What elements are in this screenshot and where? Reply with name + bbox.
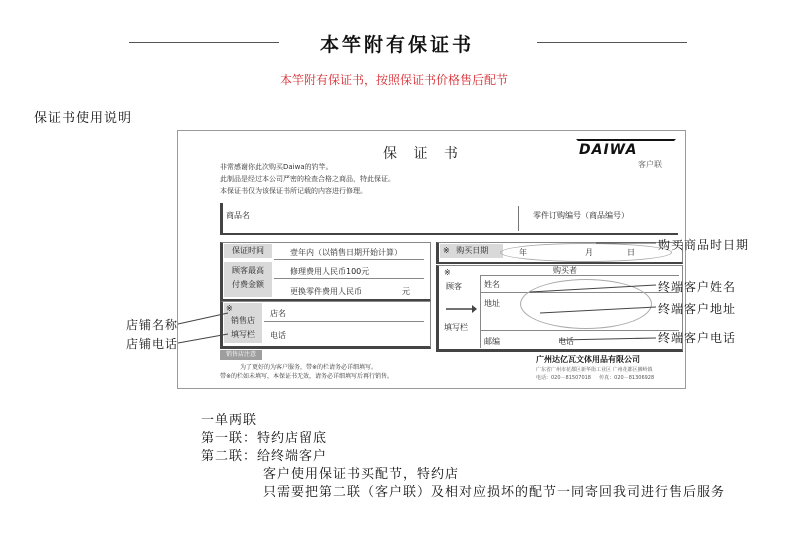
month-label: 月 [585, 248, 593, 257]
note-line-2: 带※的栏如未填写，本保证书无效，请务必详细填写后再行销售。 [220, 373, 394, 380]
note-customer-use: 客户使用保证书买配节，特约店 [263, 467, 460, 482]
store-phone-label: 电话 [270, 331, 286, 340]
day-label: 日 [627, 248, 635, 257]
intro-line-1: 非常感谢你此次购买Daiwa的钓竿。 [220, 163, 333, 171]
page-title: 本竿附有保证书 [320, 34, 475, 56]
callout-customer-phone: 终端客户电话 [658, 331, 737, 345]
note-one-form-two-copies: 一单两联 [201, 413, 258, 428]
section-title: 保证书使用说明 [34, 111, 133, 126]
zip-label: 邮编 [484, 337, 500, 346]
note-first-copy: 第一联：特约店留底 [201, 431, 328, 446]
note-line-1: 为了更好的为客户服务，带※的栏请务必详细填写。 [240, 364, 378, 371]
buyer-mark: ※ [444, 268, 451, 277]
note-tab: 销售店注意 [220, 350, 262, 360]
callout-store-phone: 店铺电话 [126, 337, 179, 351]
company-phone: 电话：020－81507018 传真：020－81306928 [536, 375, 655, 381]
callout-customer-address: 终端客户地址 [658, 302, 737, 316]
store-fill-label: 填写栏 [231, 330, 255, 339]
callout-store-name: 店铺名称 [126, 318, 179, 332]
note-second-copy: 第二联：给终端客户 [201, 449, 328, 464]
card-title: 保 证 书 [383, 146, 464, 162]
fill-label: 填写栏 [444, 323, 468, 332]
buyer-label: 购买者 [553, 266, 577, 275]
name-label: 姓名 [484, 280, 500, 289]
repair-fee-text: 修理费用人民币100元 [290, 267, 370, 276]
store-mark: ※ [226, 304, 233, 313]
year-label: 年 [519, 248, 527, 257]
customer-label: 顾客 [446, 282, 462, 291]
callout-customer-name: 终端客户姓名 [658, 280, 737, 294]
intro-line-3: 本保证书仅为该保证书所记载的内容进行修理。 [220, 187, 367, 195]
company-name: 广州达亿瓦文体用品有限公司 [536, 355, 640, 364]
yuan-label: 元 [402, 287, 410, 296]
svg-text:DAIWA: DAIWA [579, 142, 638, 157]
callout-purchase-date: 购买商品时日期 [658, 238, 750, 252]
warranty-period-value: 壹年内（以销售日期开始计算） [290, 248, 402, 257]
purchase-date-mark: ※ [443, 246, 450, 255]
product-name-label: 商品名 [226, 211, 250, 220]
max-fee-label-2: 付费金额 [232, 280, 264, 289]
copy-label: 客户联 [638, 160, 662, 169]
warranty-period-label: 保证时间 [224, 244, 272, 258]
store-label: 销售店 [231, 316, 255, 325]
phone-label: 电话 [558, 337, 574, 346]
store-name-label: 店名 [270, 309, 286, 318]
address-label: 地址 [484, 299, 500, 308]
company-address: 广东省广州市花都区新华街工业区 广州花都区狮岭镇 [536, 367, 653, 373]
part-number-label: 零件订购编号（商品编号） [533, 211, 629, 220]
purchase-date-label: 购买日期 [456, 246, 489, 255]
page-subtitle: 本竿附有保证书，按照保证书价格售后配节 [280, 73, 509, 87]
intro-line-2: 此制品是经过本公司严密的检查合格之商品，特此保证。 [220, 175, 395, 183]
replace-part-text: 更换零件费用人民币 [290, 287, 362, 296]
note-send-back: 只需要把第二联（客户联）及相对应损坏的配节一同寄回我司进行售后服务 [263, 485, 726, 500]
max-fee-label-1: 顾客最高 [232, 266, 264, 275]
